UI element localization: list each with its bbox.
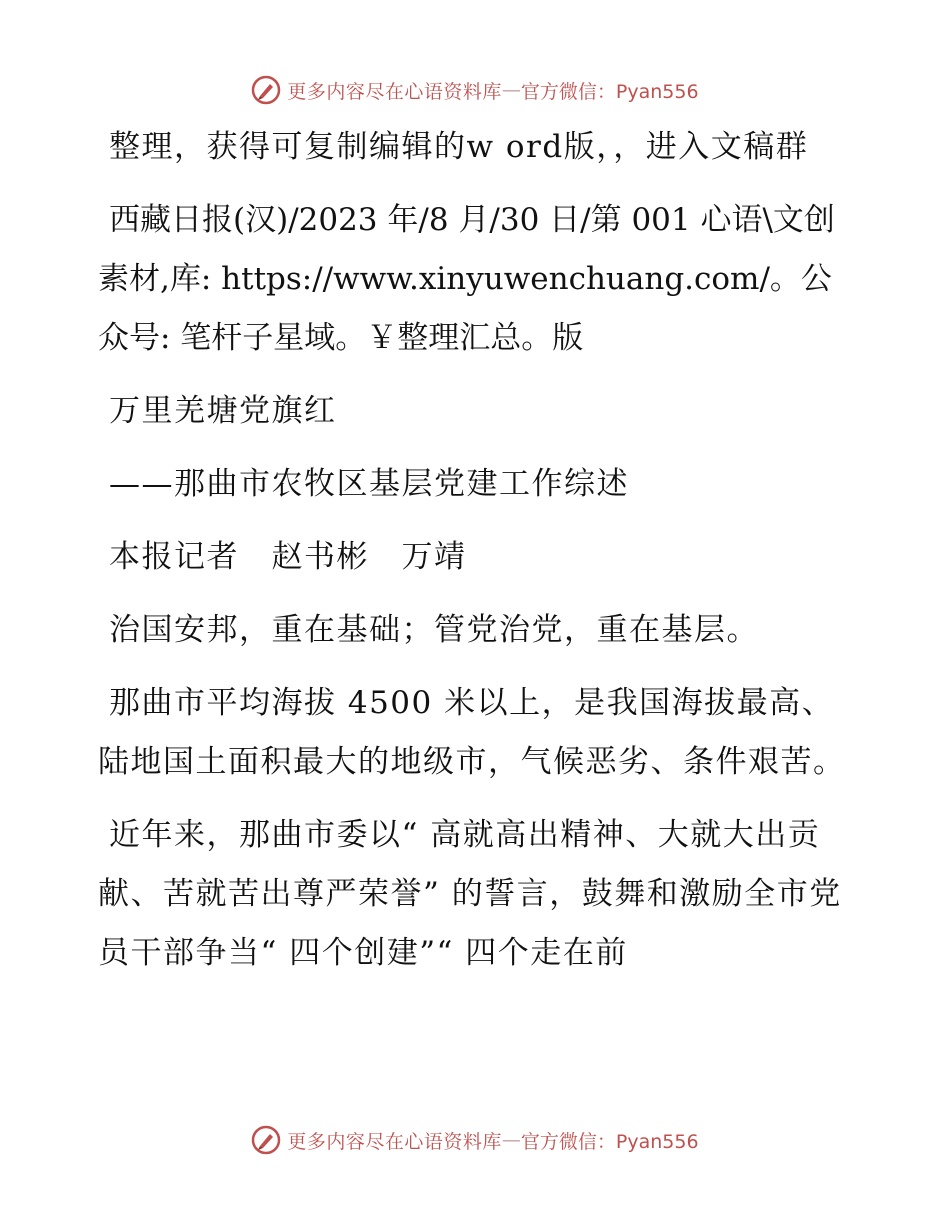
paragraph-intro: 整理，获得可复制编辑的w ord版，，进入文稿群 [109, 129, 809, 165]
paragraph-body-1: 治国安邦，重在基础；管党治党，重在基层。 [109, 612, 759, 648]
watermark-text: 更多内容尽在心语资料库 [287, 1130, 502, 1153]
watermark-contact: 官方微信：Pyan556 [520, 1130, 699, 1153]
paragraph-body-3: 近年来，那曲市委以“ 高就高出精神、大就大出贡献、苦就苦出尊严荣誉” 的誓言，鼓舞和激励全市党员干部争当“ 四个创建”“ 四个走在前 [98, 817, 842, 971]
article-title: 万里羌塘党旗红 [109, 393, 337, 429]
watermark-contact: 官方微信：Pyan556 [520, 80, 699, 103]
pen-logo-icon [251, 1125, 281, 1155]
paragraph-source: 西藏日报(汉)/2023 年/8 月/30 日/第 001 心语\文创素材,库: https://www.xinyuwenchuang.com/。公众号: 笔杆子星域。￥整理汇总。版 [98, 202, 835, 356]
article-byline: 本报记者 赵书彬 万靖 [109, 539, 467, 575]
paragraph-body-2: 那曲市平均海拔 4500 米以上，是我国海拔最高、陆地国土面积最大的地级市，气候恶劣、条件艰苦。 [98, 685, 846, 780]
pen-logo-icon [251, 75, 281, 105]
header-watermark [0, 70, 950, 110]
watermark-separator: — [501, 1129, 521, 1151]
watermark-text: 更多内容尽在心语资料库 [287, 80, 502, 103]
document-body [98, 118, 853, 997]
watermark-separator: — [501, 79, 521, 101]
footer-watermark [0, 1120, 950, 1160]
article-subtitle: ——那曲市农牧区基层党建工作综述 [109, 466, 629, 502]
